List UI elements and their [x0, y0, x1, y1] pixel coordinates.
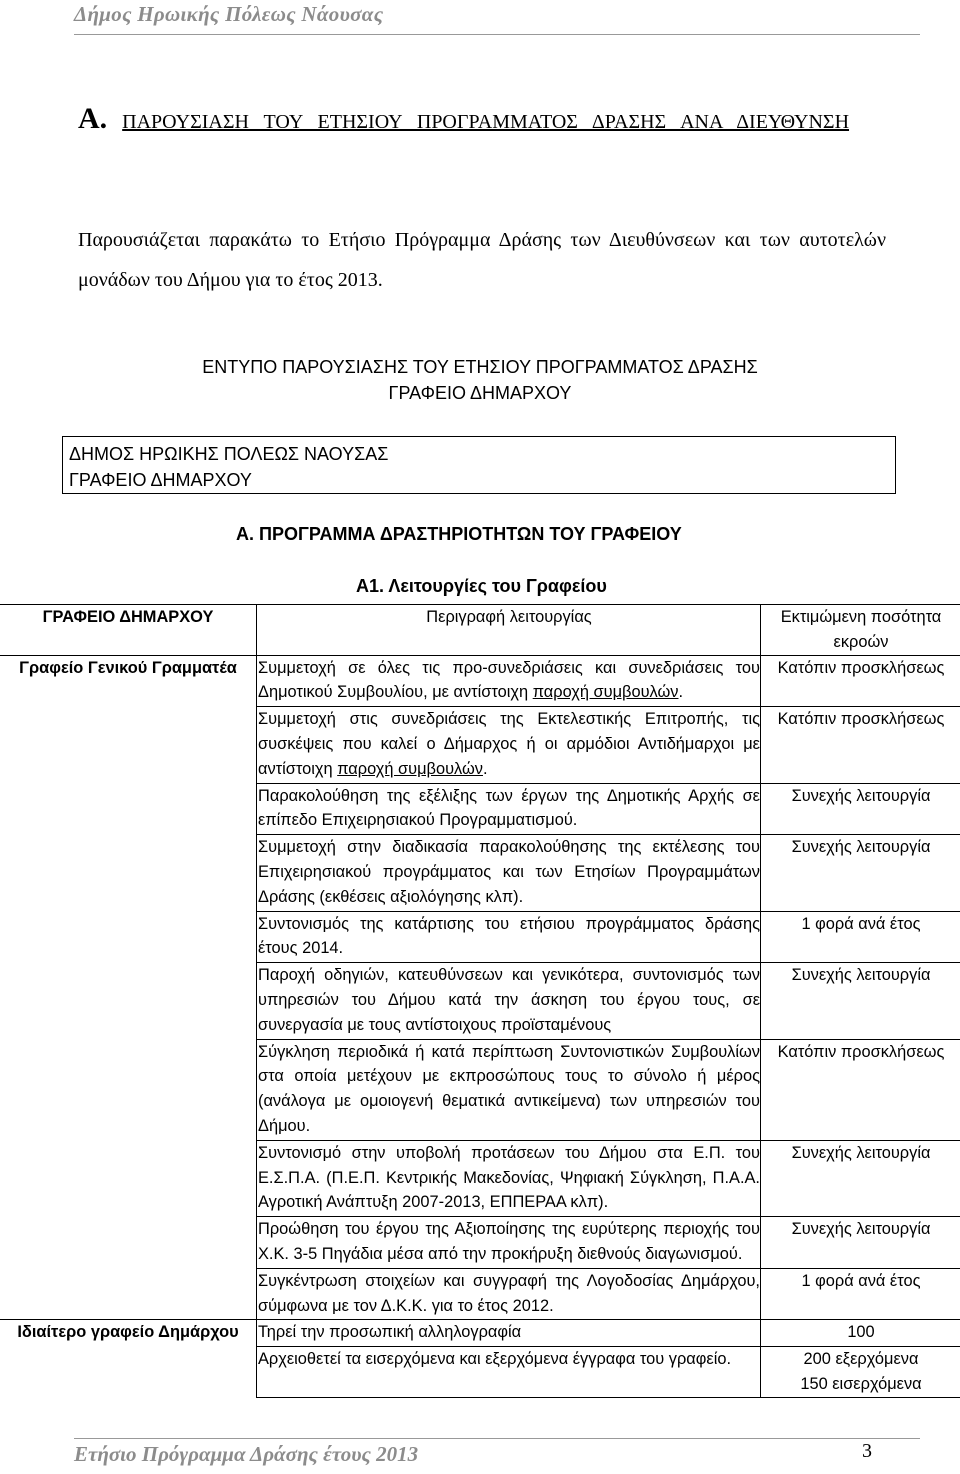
row-output: Συνεχής λειτουργία — [761, 783, 960, 835]
row-description: Τηρεί την προσωπική αλληλογραφία — [257, 1320, 761, 1347]
table-row — [0, 1320, 960, 1347]
municipality-box — [62, 436, 896, 494]
row-output: 1 φορά ανά έτος — [761, 911, 960, 963]
row-output: Συνεχής λειτουργία — [761, 1140, 960, 1216]
row-output: Συνεχής λειτουργία — [761, 963, 960, 1039]
row-link: παροχή συμβουλών — [337, 759, 483, 778]
section-heading-text: ΠΑΡΟΥΣΙΑΣΗ ΤΟΥ ΕΤΗΣΙΟΥ ΠΡΟΓΡΑΜΜΑΤΟΣ ΔΡΑΣΗΣ ΑΝΑ ΔΙΕΥΘΥΝΣΗ — [122, 111, 850, 133]
row-output: Συνεχής λειτουργία — [761, 835, 960, 911]
row-output: Κατόπιν προσκλήσεως — [761, 655, 960, 707]
footer-divider — [74, 1438, 920, 1439]
form-title-line1: ΕΝΤΥΠΟ ΠΑΡΟΥΣΙΑΣΗΣ ΤΟΥ ΕΤΗΣΙΟΥ ΠΡΟΓΡΑΜΜΑΤΟΣ ΔΡΑΣΗΣ — [202, 357, 758, 377]
unit-mayor-office: Ιδιαίτερο γραφείο Δημάρχου — [0, 1320, 257, 1397]
header-title: Δήμος Ηρωικής Πόλεως Νάουσας — [74, 2, 384, 26]
row-output: Συνεχής λειτουργία — [761, 1217, 960, 1269]
form-title — [0, 354, 960, 406]
box-office: ΓΡΑΦΕΙΟ ΔΗΜΑΡΧΟΥ — [69, 470, 252, 490]
row-output: 1 φορά ανά έτος — [761, 1268, 960, 1320]
row-description: Συμμετοχή σε όλες τις προ-συνεδριάσεις και συνεδριάσεις του Δημοτικού Συμβουλίου, με αντίστοιχη παροχή συμβουλών. — [257, 655, 761, 707]
table-header-row — [0, 605, 960, 656]
row-description: Παρακολούθηση της εξέλιξης των έργων της Δημοτικής Αρχής σε επίπεδο Επιχειρησιακού Προγραμματισμού. — [257, 783, 761, 835]
row-output: Κατόπιν προσκλήσεως — [761, 1039, 960, 1140]
header-divider — [74, 34, 920, 35]
row-output: Κατόπιν προσκλήσεως — [761, 707, 960, 783]
functions-table — [0, 604, 960, 1398]
row-output-line1: 200 εξερχόμενα — [803, 1350, 919, 1369]
section-letter: Α. — [78, 102, 108, 135]
header-description: Περιγραφή λειτουργίας — [257, 605, 761, 656]
row-description: Συμμετοχή στις συνεδριάσεις της Εκτελεστικής Επιτροπής, τις συσκέψεις που καλεί ο Δήμαρχος ή οι αρμόδιοι Αντιδήμαρχοι με αντίστοιχη παροχή συμβουλών. — [257, 707, 761, 783]
row-link: παροχή συμβουλών — [532, 683, 679, 702]
form-title-line2: ΓΡΑΦΕΙΟ ΔΗΜΑΡΧΟΥ — [388, 383, 572, 403]
row-description: Σύγκληση περιοδικά ή κατά περίπτωση Συντονιστικών Συμβουλίων στα οποία μετέχουν με εκπροσώπους τους το σύνολο ή μέρος (ανάλογα με ομοιογενή θεματικά αντικείμενα) των υπηρεσιών του Δήμου. — [257, 1039, 761, 1140]
page-number: 3 — [862, 1440, 872, 1462]
row-description: Συντονισμό στην υποβολή προτάσεων του Δήμου στα Ε.Π. του Ε.Σ.Π.Α. (Π.Ε.Π. Κεντρικής Μακεδονίας, Ψηφιακή Σύγκληση, Π.Α.Α. Αγροτική Ανάπτυξη 2007-2013, ΕΠΠΕΡΑΑ κλπ). — [257, 1140, 761, 1216]
row-description: Συγκέντρωση στοιχείων και συγγραφή της Λογοδοσίας Δημάρχου, σύμφωνα με τον Δ.Κ.Κ. για το έτος 2012. — [257, 1268, 761, 1320]
row-output-line2: 150 εισερχόμενα — [800, 1374, 922, 1393]
unit-general-secretary: Γραφείο Γενικού Γραμματέα — [0, 655, 257, 1320]
row-description: Αρχειοθετεί τα εισερχόμενα και εξερχόμενα έγγραφα του γραφείο. — [257, 1347, 761, 1398]
section-heading — [78, 88, 886, 153]
footer-text: Ετήσιο Πρόγραμμα Δράσης έτους 2013 — [74, 1442, 419, 1466]
row-description: Παροχή οδηγιών, κατευθύνσεων και γενικότερα, συντονισμός των υπηρεσιών του Δήμου κατά την άσκηση του έργου τους, σε συνεργασία με τους αντίστοιχους προϊσταμένους — [257, 963, 761, 1039]
row-description: Συμμετοχή στην διαδικασία παρακολούθησης της εκτέλεσης του Επιχειρησιακού προγράμματος και των Ετησίων Προγραμμάτων Δράσης (εκθέσεις αξιολόγησης κλπ). — [257, 835, 761, 911]
box-municipality: ΔΗΜΟΣ ΗΡΩΙΚΗΣ ΠΟΛΕΩΣ ΝΑΟΥΣΑΣ — [69, 444, 389, 464]
row-description: Προώθηση του έργου της Αξιοποίησης της ευρύτερης περιοχής του Χ.Κ. 3-5 Πηγάδια μέσα από την προκήρυξη διεθνούς διαγωνισμού. — [257, 1217, 761, 1269]
header-output: Εκτιμώμενη ποσότητα εκροών — [761, 605, 960, 656]
intro-paragraph: Παρουσιάζεται παρακάτω το Ετήσιο Πρόγραμμα Δράσης των Διευθύνσεων και των αυτοτελών μονάδων του Δήμου για το έτος 2013. — [78, 229, 886, 291]
row-output: 100 — [761, 1320, 960, 1347]
header-unit: ΓΡΑΦΕΙΟ ΔΗΜΑΡΧΟΥ — [0, 605, 257, 656]
row-output — [761, 1347, 960, 1398]
row-description: Συντονισμός της κατάρτισης του ετήσιου προγράμματος δράσης έτους 2014. — [257, 911, 761, 963]
program-title: Α. ΠΡΟΓΡΑΜΜΑ ΔΡΑΣΤΗΡΙΟΤΗΤΩΝ ΤΟΥ ΓΡΑΦΕΙΟΥ — [236, 524, 682, 544]
a1-title: Α1. Λειτουργίες του Γραφείου — [356, 576, 607, 596]
table-row — [0, 655, 960, 707]
